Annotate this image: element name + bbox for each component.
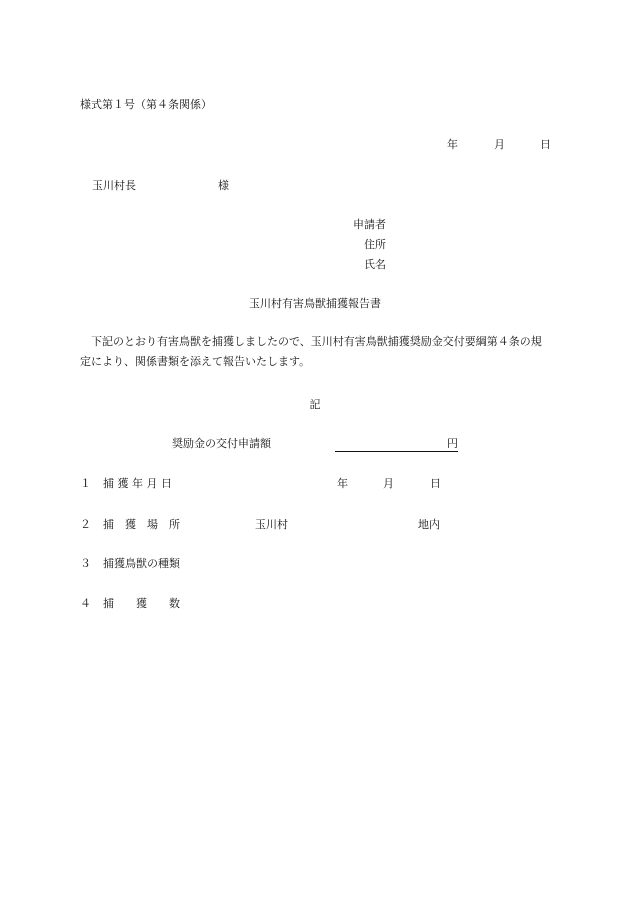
- applicant-name-label: 氏名: [364, 258, 386, 271]
- item-label: 捕 獲 場 所: [103, 518, 180, 531]
- item-label: 捕 獲 数: [103, 597, 180, 610]
- item-label: 捕 獲 年 月 日: [103, 477, 172, 490]
- item-capture-location: [0, 519, 630, 533]
- ki-heading: 記: [309, 398, 321, 411]
- form-number: 様式第１号（第４条関係）: [80, 98, 212, 111]
- capture-year-label: 年: [337, 477, 348, 490]
- grant-request-label: 奨励金の交付申請額: [172, 437, 271, 450]
- applicant-label: 申請者: [353, 218, 386, 231]
- applicant-address-label: 住所: [364, 238, 386, 251]
- item-count: [0, 598, 630, 612]
- addressee: [0, 180, 630, 194]
- addressee-name: 玉川村長: [92, 179, 136, 192]
- date-month-label: 月: [494, 138, 505, 151]
- document-title: 玉川村有害鳥獣捕獲報告書: [249, 297, 381, 310]
- addressee-honorific: 様: [218, 179, 229, 192]
- date-line: [0, 139, 630, 153]
- grant-amount-field[interactable]: [335, 438, 458, 452]
- capture-day-label: 日: [430, 477, 441, 490]
- grant-request-line: [0, 438, 630, 452]
- body-text: 下記のとおり有害鳥獣を捕獲しましたので、玉川村有害鳥獣捕獲奨励金交付要綱第４条の規定により、関係書類を添えて報告いたします。: [80, 335, 542, 368]
- date-day-label: 日: [540, 138, 551, 151]
- item-number: ４: [80, 597, 91, 610]
- item-label: 捕獲鳥獣の種類: [103, 557, 180, 570]
- date-year-label: 年: [447, 138, 458, 151]
- item-number: １: [80, 477, 91, 490]
- item-number: ２: [80, 518, 91, 531]
- item-number: ３: [80, 557, 91, 570]
- location-suffix: 地内: [418, 518, 440, 531]
- grant-unit: 円: [447, 437, 458, 450]
- item-species: [0, 558, 630, 572]
- capture-month-label: 月: [383, 477, 394, 490]
- item-capture-date: [0, 478, 630, 492]
- location-village: 玉川村: [255, 518, 288, 531]
